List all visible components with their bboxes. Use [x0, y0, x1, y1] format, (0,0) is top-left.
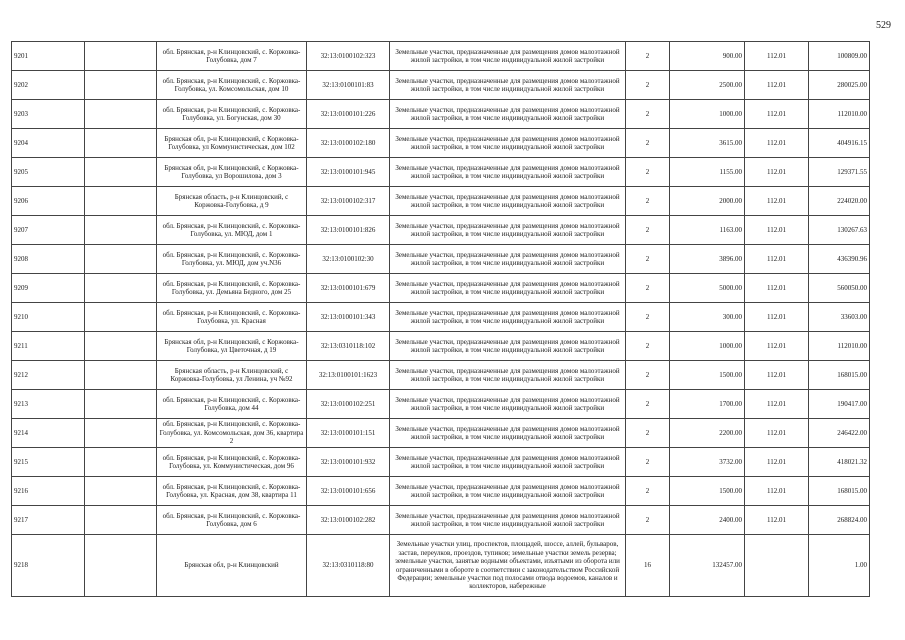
land-category-cell: Земельные участки, предназначенные для размещения домов малоэтажной жилой застройки, в том числе индивидуальной жилой застройки [390, 303, 626, 332]
table-row [12, 245, 870, 274]
land-category-cell: Земельные участки, предназначенные для размещения домов малоэтажной жилой застройки, в том числе индивидуальной жилой застройки [390, 100, 626, 129]
cadastral-number-cell: 32:13:0100101:343 [307, 303, 390, 332]
cadastral-value-cell: 129371.55 [809, 158, 870, 187]
cadastral-value-cell: 112010.00 [809, 332, 870, 361]
table-row [12, 129, 870, 158]
row-number: 9203 [12, 100, 85, 129]
type-code-cell: 112.01 [745, 158, 809, 187]
area-cell: 1000.00 [670, 332, 745, 361]
table-row [12, 303, 870, 332]
address-cell: Брянская обл, р-н Клинцовский, с Коржовка-Голубовка, ул Цветочная, д 19 [157, 332, 307, 361]
table-row [12, 390, 870, 419]
row-number: 9209 [12, 274, 85, 303]
row-number: 9212 [12, 361, 85, 390]
type-code-cell: 112.01 [745, 71, 809, 100]
cadastral-number-cell: 32:13:0100101:226 [307, 100, 390, 129]
group-code-cell: 2 [626, 332, 670, 361]
cadastral-number-cell: 32:13:0100102:323 [307, 42, 390, 71]
area-cell: 1500.00 [670, 477, 745, 506]
land-category-cell: Земельные участки, предназначенные для размещения домов малоэтажной жилой застройки, в том числе индивидуальной жилой застройки [390, 419, 626, 448]
table-row [12, 477, 870, 506]
address-cell: обл. Брянская, р-н Клинцовский, с. Коржовка-Голубовка, ул. МЮД, дом уч.N36 [157, 245, 307, 274]
type-code-cell: 112.01 [745, 448, 809, 477]
area-cell: 900.00 [670, 42, 745, 71]
table-row [12, 535, 870, 597]
empty-cell [85, 187, 157, 216]
empty-cell [85, 71, 157, 100]
cadastral-value-cell: 224020.00 [809, 187, 870, 216]
row-number: 9204 [12, 129, 85, 158]
group-code-cell: 2 [626, 42, 670, 71]
area-cell: 3896.00 [670, 245, 745, 274]
type-code-cell: 112.01 [745, 274, 809, 303]
cadastral-number-cell: 32:13:0100102:251 [307, 390, 390, 419]
cadastral-value-cell: 268824.00 [809, 506, 870, 535]
group-code-cell: 2 [626, 448, 670, 477]
land-category-cell: Земельные участки, предназначенные для размещения домов малоэтажной жилой застройки, в том числе индивидуальной жилой застройки [390, 274, 626, 303]
cadastral-value-cell: 112010.00 [809, 100, 870, 129]
table-row [12, 42, 870, 71]
address-cell: Брянская обл, р-н Клинцовский, с Коржовка-Голубовка, ул Коммунистическая, дом 102 [157, 129, 307, 158]
type-code-cell: 112.01 [745, 361, 809, 390]
land-category-cell: Земельные участки, предназначенные для размещения домов малоэтажной жилой застройки, в том числе индивидуальной жилой застройки [390, 71, 626, 100]
cadastral-number-cell: 32:13:0100102:30 [307, 245, 390, 274]
area-cell: 132457.00 [670, 535, 745, 597]
area-cell: 1163.00 [670, 216, 745, 245]
cadastral-number-cell: 32:13:0100101:679 [307, 274, 390, 303]
land-category-cell: Земельные участки, предназначенные для размещения домов малоэтажной жилой застройки, в том числе индивидуальной жилой застройки [390, 448, 626, 477]
row-number: 9206 [12, 187, 85, 216]
address-cell: обл. Брянская, р-н Клинцовский, с. Коржовка-Голубовка, ул. Комсомольская, дом 36, квартира 2 [157, 419, 307, 448]
row-number: 9218 [12, 535, 85, 597]
address-cell: обл. Брянская, р-н Клинцовский, с. Коржовка-Голубовка, дом 44 [157, 390, 307, 419]
address-cell: обл. Брянская, р-н Клинцовский, с. Коржовка-Голубовка, ул. Красная, дом 38, квартира 11 [157, 477, 307, 506]
address-cell: обл. Брянская, р-н Клинцовский, с. Коржовка-Голубовка, ул. Демьяна Бедного, дом 25 [157, 274, 307, 303]
land-register-table [11, 41, 870, 597]
type-code-cell: 112.01 [745, 506, 809, 535]
area-cell: 1155.00 [670, 158, 745, 187]
cadastral-number-cell: 32:13:0310118:102 [307, 332, 390, 361]
group-code-cell: 2 [626, 361, 670, 390]
group-code-cell: 2 [626, 216, 670, 245]
table-row [12, 506, 870, 535]
type-code-cell [745, 535, 809, 597]
type-code-cell: 112.01 [745, 245, 809, 274]
area-cell: 2200.00 [670, 419, 745, 448]
land-category-cell: Земельные участки, предназначенные для размещения домов малоэтажной жилой застройки, в том числе индивидуальной жилой застройки [390, 187, 626, 216]
type-code-cell: 112.01 [745, 216, 809, 245]
empty-cell [85, 535, 157, 597]
type-code-cell: 112.01 [745, 129, 809, 158]
land-category-cell: Земельные участки, предназначенные для размещения домов малоэтажной жилой застройки, в том числе индивидуальной жилой застройки [390, 506, 626, 535]
cadastral-value-cell: 560050.00 [809, 274, 870, 303]
row-number: 9211 [12, 332, 85, 361]
cadastral-value-cell: 33603.00 [809, 303, 870, 332]
cadastral-number-cell: 32:13:0310118:80 [307, 535, 390, 597]
cadastral-number-cell: 32:13:0100101:826 [307, 216, 390, 245]
cadastral-number-cell: 32:13:0100101:151 [307, 419, 390, 448]
cadastral-number-cell: 32:13:0100101:656 [307, 477, 390, 506]
empty-cell [85, 390, 157, 419]
land-category-cell: Земельные участки, предназначенные для размещения домов малоэтажной жилой застройки, в том числе индивидуальной жилой застройки [390, 332, 626, 361]
row-number: 9201 [12, 42, 85, 71]
group-code-cell: 2 [626, 129, 670, 158]
empty-cell [85, 100, 157, 129]
table-row [12, 158, 870, 187]
row-number: 9202 [12, 71, 85, 100]
land-category-cell: Земельные участки, предназначенные для размещения домов малоэтажной жилой застройки, в том числе индивидуальной жилой застройки [390, 158, 626, 187]
land-category-cell: Земельные участки, предназначенные для размещения домов малоэтажной жилой застройки, в том числе индивидуальной жилой застройки [390, 477, 626, 506]
row-number: 9205 [12, 158, 85, 187]
land-category-cell: Земельные участки, предназначенные для размещения домов малоэтажной жилой застройки, в том числе индивидуальной жилой застройки [390, 216, 626, 245]
cadastral-value-cell: 280025.00 [809, 71, 870, 100]
cadastral-value-cell: 168015.00 [809, 361, 870, 390]
cadastral-value-cell: 404916.15 [809, 129, 870, 158]
area-cell: 1700.00 [670, 390, 745, 419]
cadastral-number-cell: 32:13:0100101:932 [307, 448, 390, 477]
row-number: 9216 [12, 477, 85, 506]
area-cell: 2000.00 [670, 187, 745, 216]
group-code-cell: 2 [626, 245, 670, 274]
empty-cell [85, 303, 157, 332]
address-cell: обл. Брянская, р-н Клинцовский, с. Коржовка-Голубовка, ул. Коммунистическая, дом 96 [157, 448, 307, 477]
cadastral-number-cell: 32:13:0100102:317 [307, 187, 390, 216]
area-cell: 300.00 [670, 303, 745, 332]
address-cell: Брянская область, р-н Клинцовский, с Коржовка-Голубовка, ул Ленина, уч №92 [157, 361, 307, 390]
land-category-cell: Земельные участки, предназначенные для размещения домов малоэтажной жилой застройки, в том числе индивидуальной жилой застройки [390, 42, 626, 71]
group-code-cell: 2 [626, 100, 670, 129]
empty-cell [85, 477, 157, 506]
table-row [12, 332, 870, 361]
row-number: 9210 [12, 303, 85, 332]
table-row [12, 274, 870, 303]
land-category-cell: Земельные участки улиц, проспектов, площадей, шоссе, аллей, бульваров, застав, переулков, проездов, тупиков; земельные участки земель резерва; земельные участки, занятые водными объектами, изъятыми из оборота или ограниченными в обороте в соответствии с законодательством Российской Федерации; земельные участки под полосами отвода водоемов, каналов и коллекторов, набережные [390, 535, 626, 597]
group-code-cell: 2 [626, 506, 670, 535]
type-code-cell: 112.01 [745, 100, 809, 129]
empty-cell [85, 332, 157, 361]
land-category-cell: Земельные участки, предназначенные для размещения домов малоэтажной жилой застройки, в том числе индивидуальной жилой застройки [390, 245, 626, 274]
table-row [12, 100, 870, 129]
cadastral-value-cell: 168015.00 [809, 477, 870, 506]
cadastral-value-cell: 1.00 [809, 535, 870, 597]
table-row [12, 448, 870, 477]
type-code-cell: 112.01 [745, 332, 809, 361]
table-row [12, 419, 870, 448]
row-number: 9208 [12, 245, 85, 274]
group-code-cell: 2 [626, 390, 670, 419]
table-row [12, 216, 870, 245]
address-cell: обл. Брянская, р-н Клинцовский, с. Коржовка-Голубовка, ул. Красная [157, 303, 307, 332]
address-cell: обл. Брянская, р-н Клинцовский, с. Коржовка-Голубовка, ул. МЮД, дом 1 [157, 216, 307, 245]
row-number: 9217 [12, 506, 85, 535]
address-cell: Брянская обл, р-н Клинцовский, с Коржовка-Голубовка, ул Ворошилова, дом 3 [157, 158, 307, 187]
empty-cell [85, 506, 157, 535]
empty-cell [85, 361, 157, 390]
cadastral-value-cell: 190417.00 [809, 390, 870, 419]
cadastral-number-cell: 32:13:0100101:1623 [307, 361, 390, 390]
row-number: 9213 [12, 390, 85, 419]
group-code-cell: 2 [626, 419, 670, 448]
address-cell: Брянская область, р-н Клинцовский, с Коржовка-Голубовка, д 9 [157, 187, 307, 216]
area-cell: 1500.00 [670, 361, 745, 390]
cadastral-number-cell: 32:13:0100102:282 [307, 506, 390, 535]
cadastral-value-cell: 100809.00 [809, 42, 870, 71]
group-code-cell: 2 [626, 477, 670, 506]
area-cell: 3615.00 [670, 129, 745, 158]
empty-cell [85, 448, 157, 477]
land-category-cell: Земельные участки, предназначенные для размещения домов малоэтажной жилой застройки, в том числе индивидуальной жилой застройки [390, 390, 626, 419]
table-row [12, 187, 870, 216]
cadastral-value-cell: 418021.32 [809, 448, 870, 477]
cadastral-value-cell: 436390.96 [809, 245, 870, 274]
type-code-cell: 112.01 [745, 187, 809, 216]
type-code-cell: 112.01 [745, 42, 809, 71]
group-code-cell: 2 [626, 71, 670, 100]
table-row [12, 71, 870, 100]
empty-cell [85, 216, 157, 245]
address-cell: обл. Брянская, р-н Клинцовский, с. Коржовка-Голубовка, дом 6 [157, 506, 307, 535]
area-cell: 1000.00 [670, 100, 745, 129]
type-code-cell: 112.01 [745, 390, 809, 419]
empty-cell [85, 274, 157, 303]
empty-cell [85, 129, 157, 158]
table-body [12, 42, 870, 597]
empty-cell [85, 245, 157, 274]
cadastral-number-cell: 32:13:0100102:180 [307, 129, 390, 158]
empty-cell [85, 158, 157, 187]
cadastral-value-cell: 246422.00 [809, 419, 870, 448]
type-code-cell: 112.01 [745, 477, 809, 506]
type-code-cell: 112.01 [745, 303, 809, 332]
table-row [12, 361, 870, 390]
group-code-cell: 16 [626, 535, 670, 597]
area-cell: 2500.00 [670, 71, 745, 100]
address-cell: обл. Брянская, р-н Клинцовский, с. Коржовка-Голубовка, ул. Комсомольская, дом 10 [157, 71, 307, 100]
area-cell: 3732.00 [670, 448, 745, 477]
type-code-cell: 112.01 [745, 419, 809, 448]
cadastral-number-cell: 32:13:0100101:945 [307, 158, 390, 187]
land-category-cell: Земельные участки, предназначенные для размещения домов малоэтажной жилой застройки, в том числе индивидуальной жилой застройки [390, 129, 626, 158]
group-code-cell: 2 [626, 303, 670, 332]
cadastral-value-cell: 130267.63 [809, 216, 870, 245]
row-number: 9207 [12, 216, 85, 245]
address-cell: обл. Брянская, р-н Клинцовский, с. Коржовка-Голубовка, дом 7 [157, 42, 307, 71]
row-number: 9214 [12, 419, 85, 448]
group-code-cell: 2 [626, 187, 670, 216]
address-cell: обл. Брянская, р-н Клинцовский, с. Коржовка-Голубовка, ул. Богунская, дом 30 [157, 100, 307, 129]
empty-cell [85, 419, 157, 448]
cadastral-number-cell: 32:13:0100101:83 [307, 71, 390, 100]
group-code-cell: 2 [626, 274, 670, 303]
group-code-cell: 2 [626, 158, 670, 187]
empty-cell [85, 42, 157, 71]
row-number: 9215 [12, 448, 85, 477]
area-cell: 5000.00 [670, 274, 745, 303]
page-number: 529 [876, 20, 891, 31]
land-category-cell: Земельные участки, предназначенные для размещения домов малоэтажной жилой застройки, в том числе индивидуальной жилой застройки [390, 361, 626, 390]
address-cell: Брянская обл, р-н Клинцовский [157, 535, 307, 597]
area-cell: 2400.00 [670, 506, 745, 535]
